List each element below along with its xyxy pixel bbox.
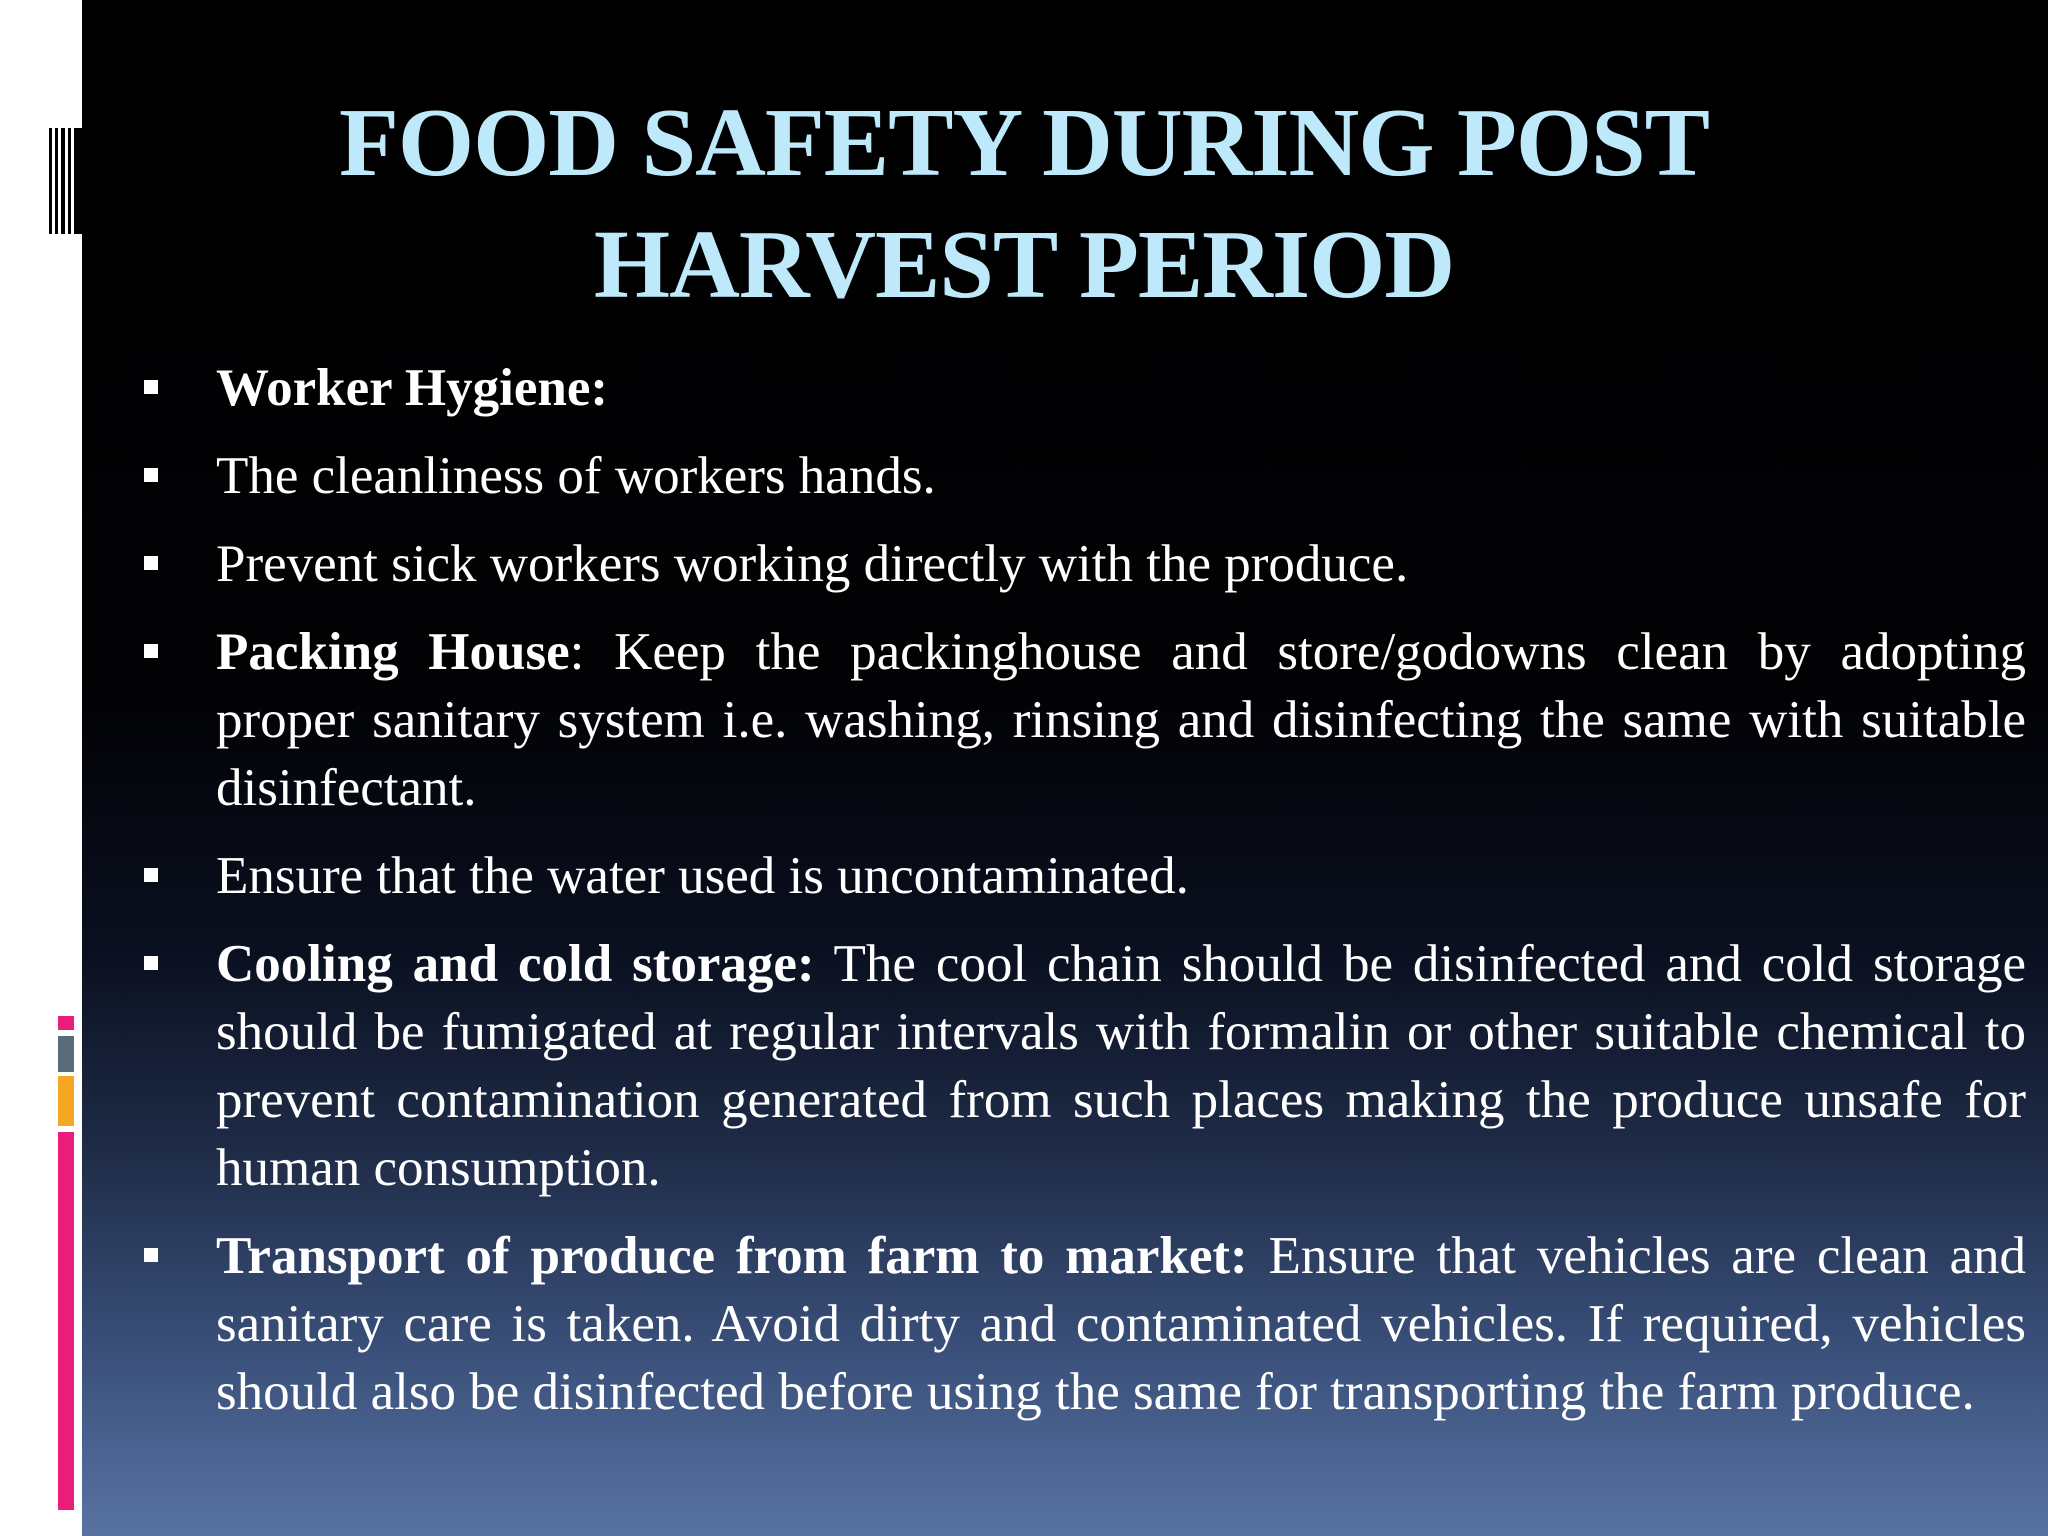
bullet-text [216, 842, 2026, 910]
bullet-text [216, 930, 2026, 1202]
bullet-square-icon [144, 956, 158, 970]
bullet-heading: Transport of produce from farm to market: [216, 1227, 1248, 1285]
bullet-text [216, 1222, 2026, 1426]
bullet-body: : Keep the packinghouse and store/godowns clean by adopting proper sanitary system i.e. washing, rinsing and disinfecting the same with suitable disinfectant. [216, 623, 2026, 817]
bullet-square-icon [144, 380, 158, 394]
bullet-body: Prevent sick workers working directly with the produce. [216, 535, 1409, 593]
bullet-heading: Worker Hygiene: [216, 359, 609, 417]
bullet-square-icon [144, 644, 158, 658]
bullet-text [216, 442, 2026, 510]
bullet-square-icon [144, 556, 158, 570]
bullet-body: The cleanliness of workers hands. [216, 447, 936, 505]
bullet-body: Ensure that the water used is uncontaminated. [216, 847, 1189, 905]
bullet-body: The cool chain should be disinfected and cold storage should be fumigated at regular intervals with formalin or other suitable chemical to prevent contamination generated from such places making the produce unsafe for human consumption. [216, 935, 2026, 1197]
bullet-square-icon [144, 468, 158, 482]
slide-title: FOOD SAFETY DURING POST HARVEST PERIOD [338, 89, 1709, 319]
bullet-square-icon [144, 1248, 158, 1262]
bullet-heading: Cooling and cold storage: [216, 935, 815, 993]
bullet-text [216, 618, 2026, 822]
bullet-square-icon [144, 868, 158, 882]
bullet-body: Ensure that vehicles are clean and sanitary care is taken. Avoid dirty and contaminated vehicles. If required, vehicles should also be disinfected before using the same for transporting the farm produce. [216, 1227, 2026, 1421]
bullet-heading: Packing House [216, 623, 570, 681]
bullet-text [216, 530, 2026, 598]
bullet-text [216, 354, 2026, 422]
